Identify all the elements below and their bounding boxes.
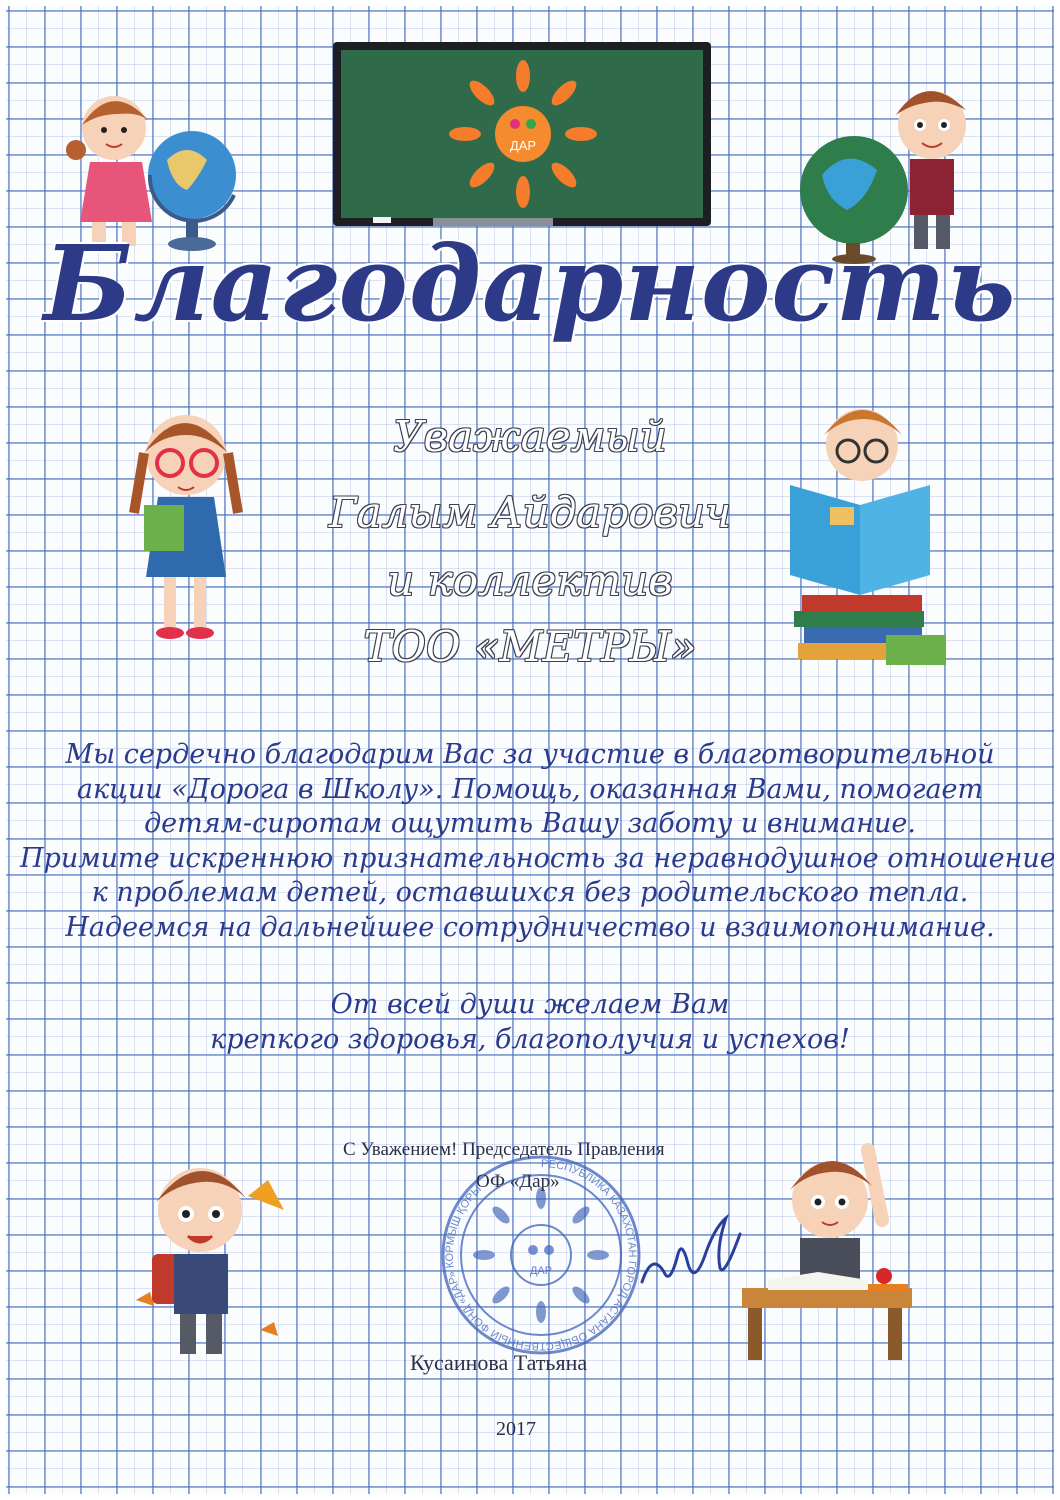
- addressee-collective: и коллектив: [387, 556, 673, 605]
- addressee-company: ТОО «МЕТРЫ»: [363, 622, 697, 671]
- handwritten-signature: [636, 1212, 756, 1302]
- addressee-greeting: Уважаемый: [393, 412, 667, 461]
- boy-with-bell-illustration: [130, 1150, 300, 1370]
- thanks-line: Примите искреннюю признательность за неравнодушное отношение: [20, 842, 1056, 874]
- thanks-line: Мы сердечно благодарим Вас за участие в благотворительной: [65, 739, 995, 770]
- thanks-paragraph: [20, 738, 1056, 945]
- addressee-name: Галым Айдарович: [328, 488, 732, 537]
- wish-paragraph: [0, 988, 1060, 1057]
- stamp-ring-text: РЕСПУБЛИКА КАЗАХСТАН ГОРОД АСТАНА ОБЩЕСТВЕННЫЙ ФОНД «ДАР» КОРМЫШ ҚОРЫ: [443, 1157, 639, 1353]
- year: 2017: [496, 1418, 536, 1440]
- stamp-logo-text: ДАР: [529, 1265, 553, 1277]
- certificate-title: Благодарность: [43, 222, 1017, 345]
- organization-name: ОФ «Дар»: [476, 1171, 560, 1192]
- blackboard-logo: [333, 42, 711, 232]
- wish-line: крепкого здоровья, благополучия и успехов!: [210, 1023, 850, 1055]
- regards-line: С Уважением! Председатель Правления: [343, 1139, 665, 1160]
- thanks-line: акции «Дорога в Школу». Помощь, оказанная Вами, помогает: [76, 773, 984, 805]
- logo-text: ДАР: [509, 138, 537, 153]
- wish-line: От всей души желаем Вам: [330, 989, 730, 1020]
- signatory-name: Кусаинова Татьяна: [410, 1350, 588, 1375]
- thanks-line: Надеемся на дальнейшее сотрудничество и взаимопонимание.: [65, 911, 995, 943]
- thanks-line: к проблемам детей, оставшихся без родительского тепла.: [91, 877, 969, 908]
- thanks-line: детям-сиротам ощутить Вашу заботу и внимание.: [144, 808, 916, 839]
- boy-at-desk-illustration: [738, 1140, 918, 1370]
